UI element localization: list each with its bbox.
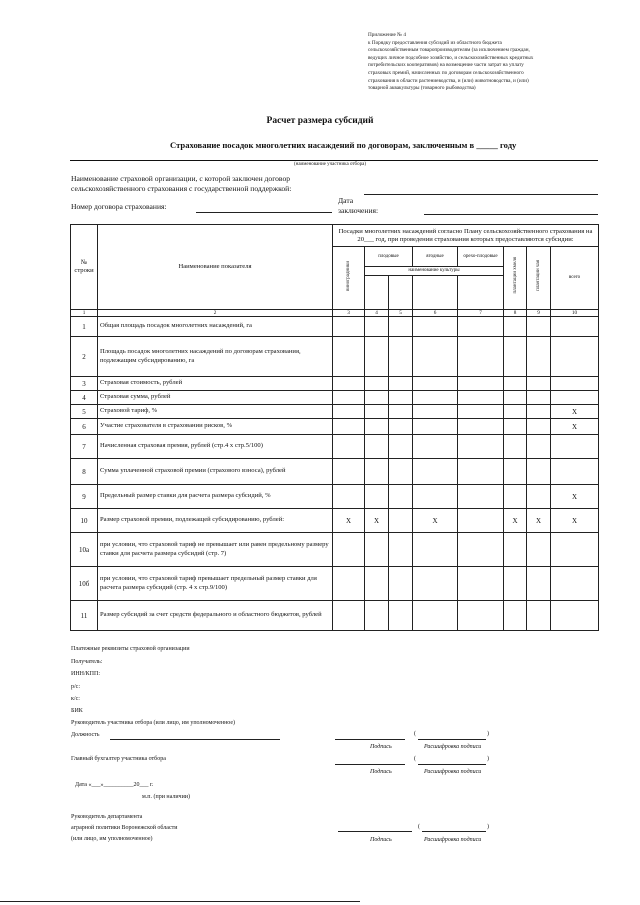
value-cell[interactable] — [527, 459, 551, 485]
value-cell[interactable] — [365, 567, 389, 601]
value-cell[interactable] — [389, 435, 413, 459]
dept-head-label: Руководитель департамента — [71, 814, 143, 820]
value-cell[interactable] — [527, 435, 551, 459]
value-cell[interactable] — [413, 391, 458, 405]
participant-caption: (наименование участника отбора) — [294, 162, 366, 167]
value-cell[interactable] — [458, 435, 504, 459]
decoding-fill-line[interactable] — [418, 739, 486, 740]
column-number: 2 — [98, 310, 333, 317]
value-cell[interactable] — [458, 601, 504, 631]
header-hops-label: плантации хмеля — [512, 257, 518, 294]
row-indicator: Размер страховой премии, подлежащей субсидированию, рублей: — [98, 509, 333, 533]
table-row — [71, 337, 599, 377]
page-subtitle: Страхование посадок многолетних насаждений по договорам, заключенным в _____ году — [170, 140, 517, 150]
signature-decoding-caption: Расшифровка подписи — [424, 744, 482, 750]
insurer-label: сельскохозяйственного страхования с государственной поддержкой: — [71, 184, 292, 193]
head-label: Руководитель участника отбора (или лицо, им уполномоченное) — [71, 720, 236, 726]
row-indicator: при условии, что страховой тариф превышает предельный размер ставки для расчета размера субсидий (стр. 4 x стр.9/100) — [98, 567, 333, 601]
value-cell[interactable] — [389, 533, 413, 567]
table-row — [71, 317, 599, 337]
table-row — [71, 405, 599, 419]
row-number: 6 — [71, 419, 98, 435]
value-cell[interactable] — [504, 377, 527, 391]
appendix-line: Приложение № 4 — [368, 32, 406, 38]
value-cell[interactable] — [551, 317, 599, 337]
value-cell[interactable] — [365, 419, 389, 435]
value-cell[interactable] — [527, 405, 551, 419]
contract-date-label: Дата — [338, 196, 354, 205]
bracket-open: ( — [418, 824, 420, 830]
value-cell[interactable] — [504, 337, 527, 377]
value-cell[interactable] — [333, 377, 365, 391]
dept-head-label: (или лицо, им уполномоченное) — [71, 836, 153, 842]
value-cell[interactable]: X — [527, 509, 551, 533]
value-cell[interactable]: X — [551, 509, 599, 533]
row-indicator: Участие страхователя в страховании рисков, % — [98, 419, 333, 435]
value-cell[interactable] — [333, 405, 365, 419]
table-row — [71, 485, 599, 509]
dept-head-label: аграрной политики Воронежской области — [71, 825, 178, 831]
header-indicator-name: Наименование показателя — [98, 225, 333, 310]
contract-number-fill-line[interactable] — [196, 212, 332, 213]
value-cell[interactable] — [551, 459, 599, 485]
value-cell[interactable] — [365, 435, 389, 459]
column-number-row — [71, 310, 599, 317]
value-cell[interactable] — [389, 405, 413, 419]
page-bottom-line — [0, 901, 360, 902]
header-culture-cell — [365, 276, 389, 310]
header-vineyards-label: виноградники — [346, 260, 351, 291]
value-cell[interactable] — [551, 435, 599, 459]
signature-decoding-caption: Расшифровка подписи — [424, 837, 482, 843]
header-tea — [527, 247, 551, 310]
row-number: 11 — [71, 601, 98, 631]
row-indicator: Общая площадь посадок многолетних насаждений, га — [98, 317, 333, 337]
value-cell[interactable] — [504, 485, 527, 509]
value-cell[interactable]: X — [504, 509, 527, 533]
accountant-signature-fill-line[interactable] — [335, 764, 405, 765]
value-cell[interactable]: X — [365, 509, 389, 533]
value-cell[interactable] — [504, 317, 527, 337]
stamp-label: м.п. (при наличии) — [142, 794, 190, 800]
rs-label: р/с: — [71, 684, 80, 690]
value-cell[interactable] — [365, 485, 389, 509]
appendix-line: страхования в области растениеводства, и (или) животноводства, и (или) — [368, 77, 529, 84]
value-cell[interactable] — [333, 567, 365, 601]
participant-line — [70, 160, 598, 161]
signature-fill-line[interactable] — [335, 739, 405, 740]
column-number: 6 — [413, 310, 458, 317]
inn-label: ИНН/КПП: — [71, 671, 101, 677]
column-number: 7 — [458, 310, 504, 317]
value-cell[interactable] — [333, 317, 365, 337]
insurer-label: Наименование страховой организации, с которой заключен договор — [71, 174, 291, 183]
header-row-number: № строки — [71, 225, 98, 310]
column-number: 5 — [389, 310, 413, 317]
bracket-close: ) — [487, 756, 489, 762]
value-cell[interactable] — [527, 485, 551, 509]
bracket-close: ) — [487, 731, 489, 737]
column-number: 3 — [333, 310, 365, 317]
value-cell[interactable] — [333, 533, 365, 567]
value-cell[interactable] — [413, 377, 458, 391]
column-number: 4 — [365, 310, 389, 317]
value-cell[interactable] — [413, 405, 458, 419]
value-cell[interactable] — [458, 419, 504, 435]
header-culture-cell — [458, 276, 504, 310]
accountant-decoding-fill-line[interactable] — [418, 764, 486, 765]
value-cell[interactable] — [413, 419, 458, 435]
page-title: Расчет размера субсидий — [266, 116, 374, 126]
value-cell[interactable] — [458, 533, 504, 567]
chief-accountant-label: Главный бухгалтер участника отбора — [71, 756, 166, 762]
value-cell[interactable] — [413, 485, 458, 509]
appendix-line: ведущих личное подсобное хозяйство, и сельскохозяйственных кредитных — [368, 54, 534, 61]
header-nut: орехо-плодовые — [458, 247, 504, 267]
value-cell[interactable] — [458, 459, 504, 485]
row-number: 7 — [71, 435, 98, 459]
value-cell[interactable] — [333, 435, 365, 459]
value-cell[interactable] — [527, 533, 551, 567]
appendix-line: потребительских кооперативов) на возмещение части затрат на уплату — [368, 62, 524, 69]
value-cell[interactable] — [458, 317, 504, 337]
value-cell[interactable] — [333, 459, 365, 485]
value-cell[interactable] — [504, 391, 527, 405]
value-cell[interactable] — [458, 405, 504, 419]
value-cell[interactable] — [458, 337, 504, 377]
value-cell[interactable] — [389, 567, 413, 601]
value-cell[interactable] — [504, 459, 527, 485]
value-cell[interactable] — [527, 377, 551, 391]
value-cell[interactable] — [458, 509, 504, 533]
row-indicator: Предельный размер ставки для расчета размера субсидий, % — [98, 485, 333, 509]
column-number: 9 — [527, 310, 551, 317]
value-cell[interactable] — [527, 419, 551, 435]
value-cell[interactable] — [527, 567, 551, 601]
bracket-open: ( — [414, 756, 416, 762]
table-row — [71, 533, 599, 567]
table-row — [71, 435, 599, 459]
value-cell[interactable] — [365, 405, 389, 419]
value-cell[interactable] — [389, 419, 413, 435]
appendix-line: к Порядку предоставления субсидий из областного бюджета — [368, 39, 502, 46]
row-number: 3 — [71, 377, 98, 391]
value-cell[interactable] — [458, 485, 504, 509]
value-cell[interactable] — [527, 601, 551, 631]
payment-details-label: Платежные реквизиты страховой организации — [71, 646, 190, 652]
value-cell[interactable] — [389, 337, 413, 377]
position-fill-line[interactable] — [110, 739, 280, 740]
row-number: 8 — [71, 459, 98, 485]
header-culture-cell — [413, 276, 458, 310]
value-cell[interactable] — [413, 337, 458, 377]
value-cell[interactable] — [365, 337, 389, 377]
insurer-fill-line[interactable] — [364, 194, 598, 195]
value-cell[interactable] — [504, 567, 527, 601]
row-indicator: Страховая стоимость, рублей — [98, 377, 333, 391]
bik-label: БИК — [71, 708, 83, 714]
date-label: Дата «___»__________20___ г. — [75, 782, 154, 788]
value-cell[interactable] — [504, 435, 527, 459]
value-cell[interactable] — [365, 601, 389, 631]
value-cell[interactable]: X — [551, 485, 599, 509]
column-number: 10 — [551, 310, 599, 317]
row-number: 2 — [71, 337, 98, 377]
value-cell[interactable] — [413, 317, 458, 337]
value-cell[interactable]: X — [333, 509, 365, 533]
table-row — [71, 459, 599, 485]
value-cell[interactable] — [504, 419, 527, 435]
row-number: 10б — [71, 567, 98, 601]
table-row — [71, 419, 599, 435]
contract-number-label: Номер договора страхования: — [71, 202, 167, 211]
bracket-open: ( — [414, 731, 416, 737]
value-cell[interactable]: X — [413, 509, 458, 533]
row-indicator: Размер субсидий за счет средств федерального и областного бюджетов, рублей — [98, 601, 333, 631]
value-cell[interactable] — [389, 377, 413, 391]
value-cell[interactable] — [333, 419, 365, 435]
bracket-close: ) — [487, 824, 489, 830]
header-hops — [504, 247, 527, 310]
value-cell[interactable] — [389, 459, 413, 485]
value-cell[interactable] — [333, 337, 365, 377]
signature-caption: Подпись — [370, 769, 392, 775]
appendix-line: товарной аквакультуры (товарного рыбоводства) — [368, 85, 476, 92]
value-cell[interactable] — [389, 485, 413, 509]
table-row — [71, 391, 599, 405]
value-cell[interactable] — [551, 377, 599, 391]
header-fruit: плодовые — [365, 247, 413, 267]
value-cell[interactable] — [504, 533, 527, 567]
value-cell[interactable] — [458, 567, 504, 601]
value-cell[interactable] — [458, 391, 504, 405]
value-cell[interactable] — [551, 601, 599, 631]
value-cell[interactable] — [365, 459, 389, 485]
row-indicator: Страховая сумма, рублей — [98, 391, 333, 405]
value-cell[interactable] — [413, 601, 458, 631]
row-indicator: при условии, что страховой тариф не превышает или равен предельному размеру ставки для расчета размера субсидий (стр. 7) — [98, 533, 333, 567]
table-body — [71, 317, 599, 631]
value-cell[interactable]: X — [551, 405, 599, 419]
value-cell[interactable]: X — [551, 419, 599, 435]
row-indicator: Страховой тариф, % — [98, 405, 333, 419]
value-cell[interactable] — [413, 435, 458, 459]
value-cell[interactable] — [413, 567, 458, 601]
subsidy-table — [70, 224, 599, 631]
row-number: 10 — [71, 509, 98, 533]
value-cell[interactable] — [527, 337, 551, 377]
header-total: всего — [551, 247, 599, 310]
row-indicator: Начисленная страховая премия, рублей (стр.4 x стр.5/100) — [98, 435, 333, 459]
appendix-line: страховых премий, начисленных по договорам сельскохозяйственного — [368, 69, 524, 76]
value-cell[interactable] — [333, 391, 365, 405]
row-number: 1 — [71, 317, 98, 337]
ks-label: к/с: — [71, 696, 80, 702]
value-cell[interactable] — [389, 509, 413, 533]
table-row — [71, 601, 599, 631]
signature-decoding-caption: Расшифровка подписи — [424, 769, 482, 775]
row-number: 9 — [71, 485, 98, 509]
row-indicator: Площадь посадок многолетних насаждений по договорам страхования, подлежащим субсидированию, га — [98, 337, 333, 377]
value-cell[interactable] — [527, 317, 551, 337]
appendix-line: сельскохозяйственным товаропроизводителям (за исключением граждан, — [368, 47, 530, 54]
header-culture-cell — [389, 276, 413, 310]
column-number: 8 — [504, 310, 527, 317]
header-culture-name: наименование культуры — [365, 267, 504, 276]
value-cell[interactable] — [527, 391, 551, 405]
signature-caption: Подпись — [370, 744, 392, 750]
value-cell[interactable] — [551, 533, 599, 567]
value-cell[interactable] — [333, 601, 365, 631]
row-indicator: Сумма уплаченной страховой премии (страхового взноса), рублей — [98, 459, 333, 485]
value-cell[interactable] — [413, 533, 458, 567]
recipient-label: Получатель: — [71, 659, 103, 665]
dept-signature-fill-line[interactable] — [338, 831, 412, 832]
signature-caption: Подпись — [370, 837, 392, 843]
value-cell[interactable] — [389, 601, 413, 631]
dept-decoding-fill-line[interactable] — [422, 831, 486, 832]
position-label: Должность — [71, 732, 100, 738]
value-cell[interactable] — [458, 377, 504, 391]
row-number: 5 — [71, 405, 98, 419]
value-cell[interactable] — [504, 601, 527, 631]
value-cell[interactable] — [413, 459, 458, 485]
appendix-note — [368, 32, 593, 93]
value-cell[interactable] — [365, 533, 389, 567]
value-cell[interactable] — [389, 317, 413, 337]
header-berry: ягодные — [413, 247, 458, 267]
column-number: 1 — [71, 310, 98, 317]
header-vineyards — [333, 247, 365, 310]
value-cell[interactable] — [504, 405, 527, 419]
value-cell[interactable] — [551, 391, 599, 405]
header-tea-label: плантации чая — [536, 260, 541, 291]
table-row — [71, 567, 599, 601]
row-number: 4 — [71, 391, 98, 405]
value-cell[interactable] — [365, 391, 389, 405]
header-plantings: Посадки многолетних насаждений согласно Плану сельскохозяйственного страхования на 20___ год, при проведении страхования которых предоставляются субсидии: — [333, 225, 599, 247]
table-row — [71, 509, 599, 533]
contract-date-label: заключения: — [338, 206, 379, 215]
value-cell[interactable] — [333, 485, 365, 509]
table-row — [71, 377, 599, 391]
value-cell[interactable] — [551, 567, 599, 601]
value-cell[interactable] — [551, 337, 599, 377]
contract-date-fill-line[interactable] — [424, 214, 598, 215]
value-cell[interactable] — [365, 317, 389, 337]
value-cell[interactable] — [365, 377, 389, 391]
row-number: 10а — [71, 533, 98, 567]
value-cell[interactable] — [389, 391, 413, 405]
